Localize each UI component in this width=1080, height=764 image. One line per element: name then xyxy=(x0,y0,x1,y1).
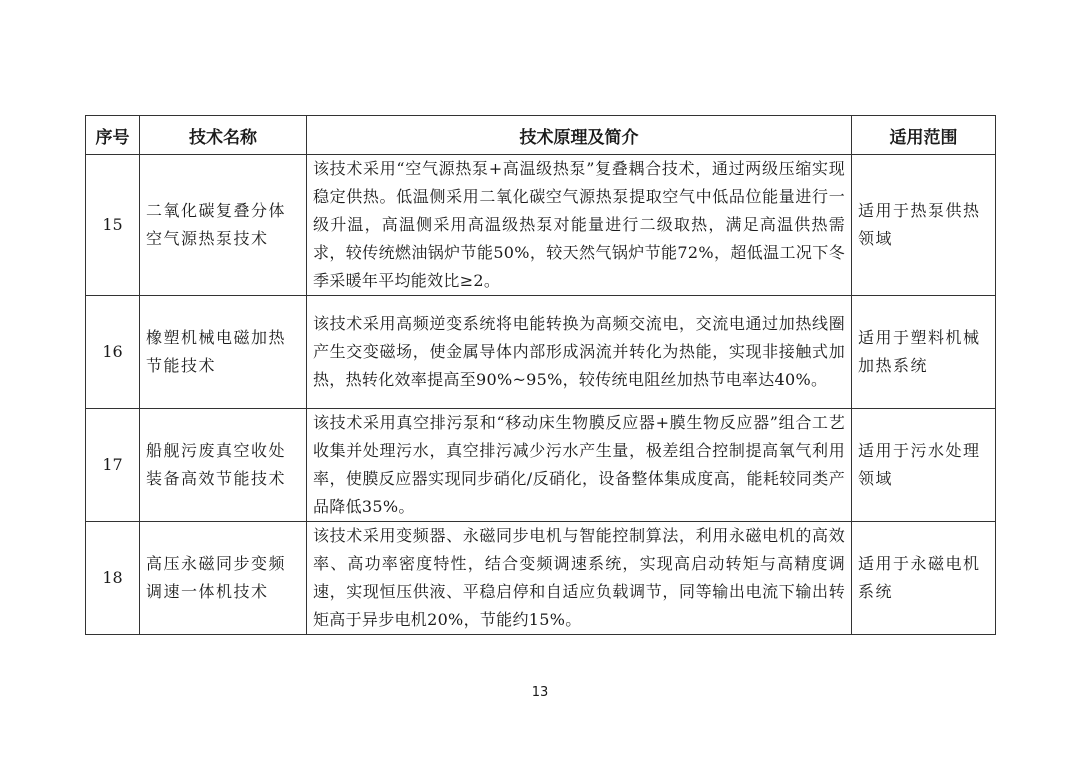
header-seq: 序号 xyxy=(86,116,140,155)
row-scope: 适用于热泵供热领域 xyxy=(852,155,996,296)
table-row xyxy=(86,296,996,409)
row-principle: 该技术采用真空排污泵和“移动床生物膜反应器+膜生物反应器”组合工艺收集并处理污水，真空排污减少污水产生量，极差组合控制提高氧气利用率，使膜反应器实现同步硝化/反硝化，设备整体集成度高，能耗较同类产品降低35%。 xyxy=(307,409,852,522)
table-row xyxy=(86,155,996,296)
row-tech-name: 橡塑机械电磁加热节能技术 xyxy=(140,296,307,409)
table-row xyxy=(86,522,996,635)
header-scope: 适用范围 xyxy=(852,116,996,155)
row-principle: 该技术采用高频逆变系统将电能转换为高频交流电，交流电通过加热线圈产生交变磁场，使金属导体内部形成涡流并转化为热能，实现非接触式加热，热转化效率提高至90%~95%，较传统电阻丝加热节电率达40%。 xyxy=(307,296,852,409)
page-number: 13 xyxy=(531,685,549,700)
technology-table xyxy=(85,115,996,635)
row-seq: 18 xyxy=(86,522,140,635)
row-seq: 15 xyxy=(86,155,140,296)
row-principle: 该技术采用“空气源热泵+高温级热泵”复叠耦合技术，通过两级压缩实现稳定供热。低温侧采用二氧化碳空气源热泵提取空气中低品位能量进行一级升温，高温侧采用高温级热泵对能量进行二级取热，满足高温供热需求，较传统燃油锅炉节能50%，较天然气锅炉节能72%，超低温工况下冬季采暖年平均能效比≥2。 xyxy=(307,155,852,296)
row-seq: 16 xyxy=(86,296,140,409)
row-scope: 适用于污水处理领域 xyxy=(852,409,996,522)
header-tech-name: 技术名称 xyxy=(140,116,307,155)
row-scope: 适用于永磁电机系统 xyxy=(852,522,996,635)
row-tech-name: 船舰污废真空收处装备高效节能技术 xyxy=(140,409,307,522)
row-seq: 17 xyxy=(86,409,140,522)
row-tech-name: 二氧化碳复叠分体空气源热泵技术 xyxy=(140,155,307,296)
row-principle: 该技术采用变频器、永磁同步电机与智能控制算法，利用永磁电机的高效率、高功率密度特性，结合变频调速系统，实现高启动转矩与高精度调速，实现恒压供液、平稳启停和自适应负载调节，同等输出电流下输出转矩高于异步电机20%，节能约15%。 xyxy=(307,522,852,635)
header-principle: 技术原理及简介 xyxy=(307,116,852,155)
row-scope: 适用于塑料机械加热系统 xyxy=(852,296,996,409)
table-row xyxy=(86,409,996,522)
table-header-row xyxy=(86,116,996,155)
row-tech-name: 高压永磁同步变频调速一体机技术 xyxy=(140,522,307,635)
